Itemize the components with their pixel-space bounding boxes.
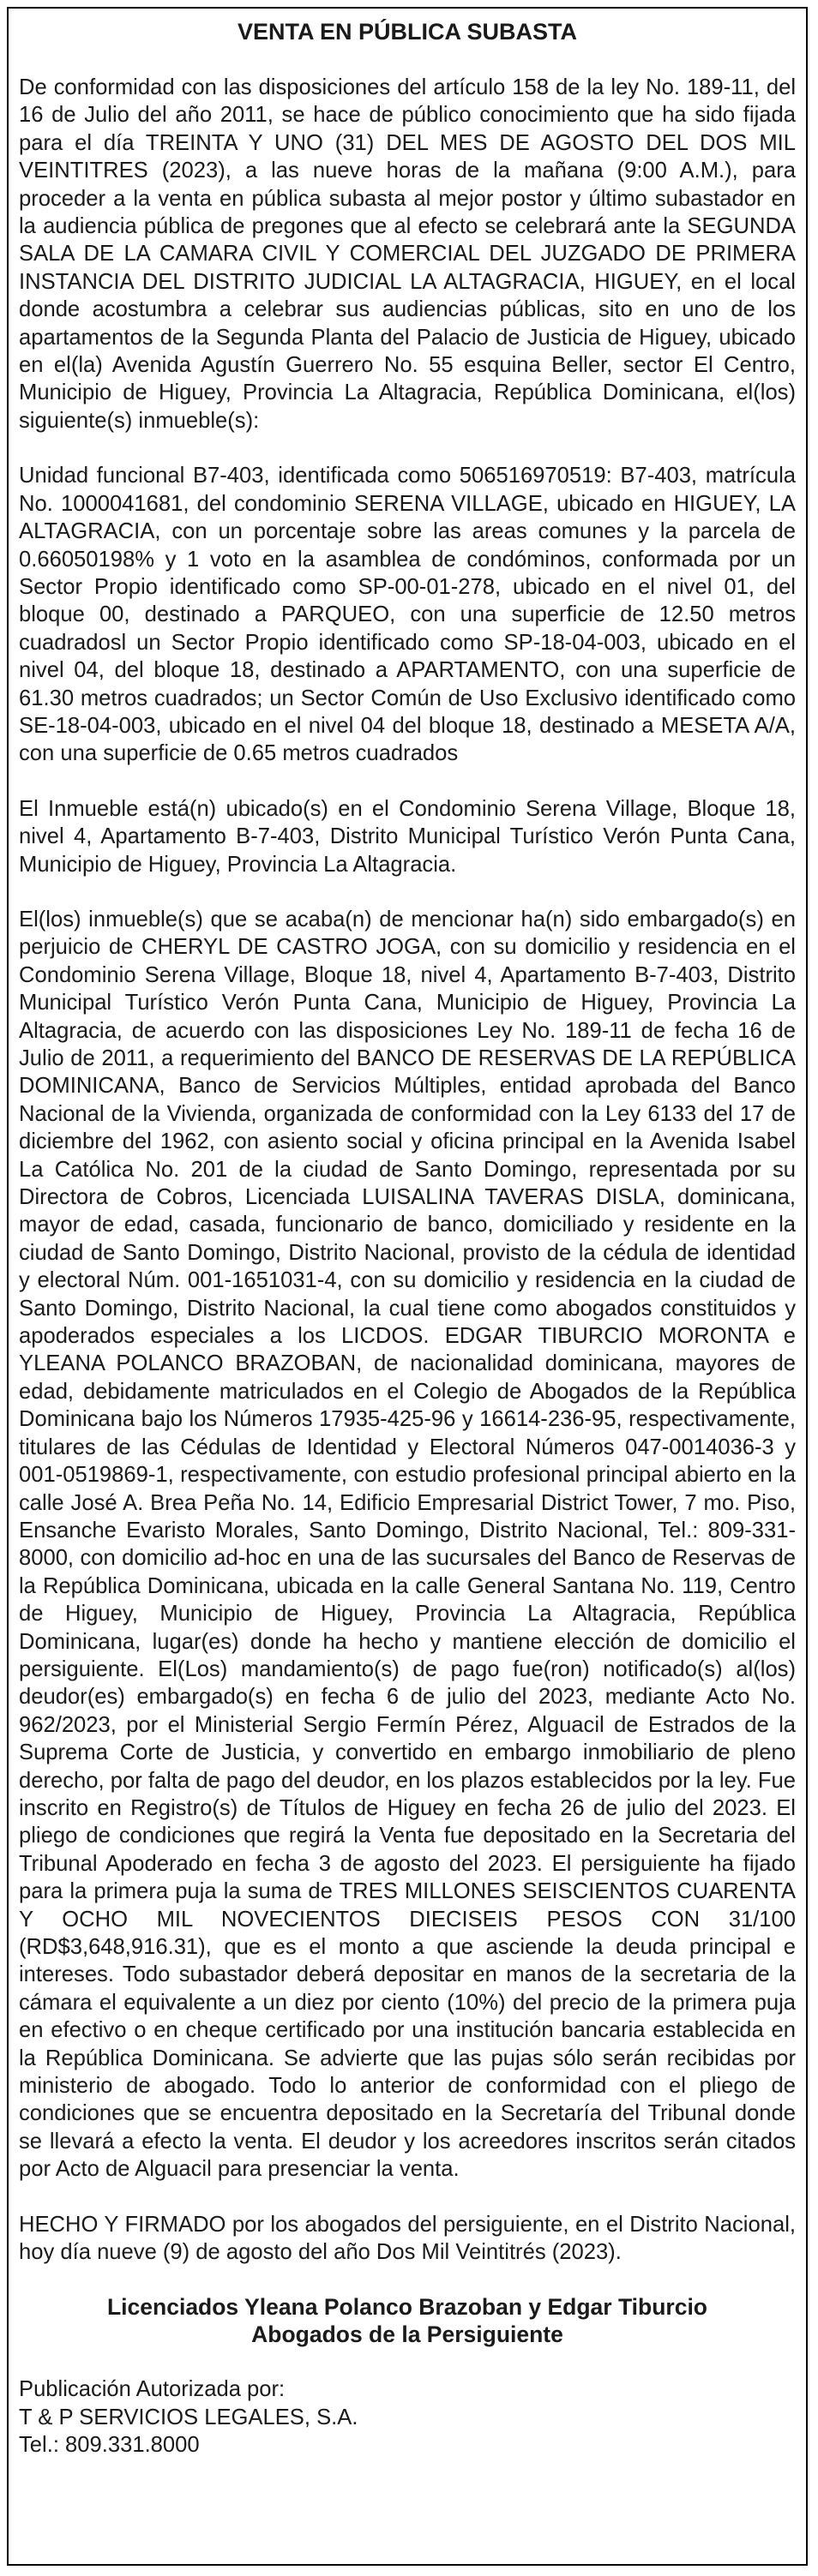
footer-phone: Tel.: 809.331.8000 bbox=[19, 2433, 200, 2458]
paragraph-property-description: Unidad funcional B7-403, identificada como 506516970519: B7-403, matrícula No. 1000041681, del condominio SERENA VILLAGE, ubicado en HIGUEY, LA ALTAGRACIA, con un porcentaje sobre las areas comunes y la parcela de 0.66050198% y 1 voto en la asamblea de condóminos, conformada por un Sector Propio identificado como SP-00-01-278, ubicado en el nivel 01, del bloque 00, destinado a PARQUEO, con una superficie de 12.50 metros cuadradosl un Sector Propio identificado como SP-18-04-003, ubicado en el nivel 04, del bloque 18, destinado a APARTAMENTO, con una superficie de 61.30 metros cuadrados; un Sector Común de Uso Exclusivo identificado como SE-18-04-003, ubicado en el nivel 04 del bloque 18, destinado a MESETA A/A, con una superficie de 0.65 metros cuadrados bbox=[19, 464, 796, 766]
signature-block bbox=[19, 2293, 796, 2348]
paragraph-auction-announcement: De conformidad con las disposiciones del artículo 158 de la ley No. 189-11, del 16 de Julio del año 2011, se hace de público conocimiento que ha sido fijada para el día TREINTA Y UNO (31) DEL MES DE AGOSTO DEL DOS MIL VEINTITRES (2023), a las nueve horas de la mañana (9:00 A.M.), para proceder a la venta en pública subasta al mejor postor y último subastador en la audiencia pública de pregones que al efecto se celebrará ante la SEGUNDA SALA DE LA CAMARA CIVIL Y COMERCIAL DEL JUZGADO DE PRIMERA INSTANCIA DEL DISTRITO JUDICIAL LA ALTAGRACIA, HIGUEY, en el local donde acostumbra a celebrar sus audiencias públicas, sito en uno de los apartamentos de la Segunda Planta del Palacio de Justicia de Higuey, ubicado en el(la) Avenida Agustín Guerrero No. 55 esquina Beller, sector El Centro, Municipio de Higuey, Provincia La Altagracia, República Dominicana, el(los) siguiente(s) inmueble(s): bbox=[19, 75, 796, 433]
paragraph-property-location: El Inmueble está(n) ubicado(s) en el Condominio Serena Village, Bloque 18, nivel 4, Apartamento B-7-403, Distrito Municipal Turístico Verón Punta Cana, Municipio de Higuey, Provincia La Altagracia. bbox=[19, 796, 796, 877]
footer-authorized-by: Publicación Autorizada por: bbox=[19, 2377, 286, 2402]
legal-notice bbox=[19, 17, 796, 2459]
paragraph-seizure-details: El(los) inmueble(s) que se acaba(n) de mencionar ha(n) sido embargado(s) en perjuicio de CHERYL DE CASTRO JOGA, con su domicilio y residencia en el Condominio Serena Village, Bloque 18, nivel 4, Apartamento B-7-403, Distrito Municipal Turístico Verón Punta Cana, Municipio de Higuey, Provincia La Altagracia, de acuerdo con las disposiciones Ley No. 189-11 de fecha 16 de Julio de 2011, a requerimiento del BANCO DE RESERVAS DE LA REPÚBLICA DOMINICANA, Banco de Servicios Múltiples, entidad aprobada del Banco Nacional de la Vivienda, organizada de conformidad con la Ley 6133 del 17 de diciembre del 1962, con asiento social y oficina principal en la Avenida Isabel La Católica No. 201 de la ciudad de Santo Domingo, representada por su Directora de Cobros, Licenciada LUISALINA TAVERAS DISLA, dominicana, mayor de edad, casada, funcionario de banco, domiciliado y residente en la ciudad de Santo Domingo, Distrito Nacional, provisto de la cédula de identidad y electoral Núm. 001-1651031-4, con su domicilio y residencia en la ciudad de Santo Domingo, Distrito Nacional, la cual tiene como abogados constituidos y apoderados especiales a los LICDOS. EDGAR TIBURCIO MORONTA e YLEANA POLANCO BRAZOBAN, de nacionalidad dominicana, mayores de edad, debidamente matriculados en el Colegio de Abogados de la República Dominicana bajo los Números 17935-425-96 y 16614-236-95, respectivamente, titulares de las Cédulas de Identidad y Electoral Números 047-0014036-3 y 001-0519869-1, respectivamente, con estudio profesional principal abierto en la calle José A. Brea Peña No. 14, Edificio Empresarial District Tower, 7 mo. Piso, Ensanche Evaristo Morales, Santo Domingo, Distrito Nacional, Tel.: 809-331-8000, con domicilio ad-hoc en una de las sucursales del Banco de Reservas de la República Dominicana, ubicada en la calle General Santana No. 119, Centro de Higuey, Municipio de Higuey, Provincia La Altagracia, República Dominicana, lugar(es) donde ha hecho y mantiene elección de domicilio el persiguiente. El(Los) mandamiento(s) de pago fue(ron) notificado(s) al(los) deudor(es) embargado(s) en fecha 6 de julio del 2023, mediante Acto No. 962/2023, por el Ministerial Sergio Fermín Pérez, Alguacil de Estrados de la Suprema Corte de Justicia, y convertido en embargo inmobiliario de pleno derecho, por falta de pago del deudor, en los plazos establecidos por la ley. Fue inscrito en Registro(s) de Títulos de Higuey en fecha 26 de julio del 2023. El pliego de condiciones que regirá la Venta fue depositado en la Secretaria del Tribunal Apoderado en fecha 3 de agosto del 2023. El persiguiente ha fijado para la primera puja la suma de TRES MILLONES SEISCIENTOS CUARENTA Y OCHO MIL NOVECIENTOS DIECISEIS PESOS CON 31/100 (RD$3,648,916.31), que es el monto a que asciende la deuda principal e intereses. Todo subastador deberá depositar en manos de la secretaria de la cámara el equivalente a un diez por ciento (10%) del precio de la primera puja en efectivo o en cheque certificado por una institución bancaria establecida en la República Dominicana. Se advierte que las pujas sólo serán recibidas por ministerio de abogado. Todo lo anterior de conformidad con el pliego de condiciones que se encuentra depositado en la Secretaría del Tribunal donde se llevará a efecto la venta. El deudor y los acreedores inscritos serán citados por Acto de Alguacil para presenciar la venta. bbox=[19, 907, 796, 2182]
signature-lawyers: Licenciados Yleana Polanco Brazoban y Edgar Tiburcio bbox=[107, 2294, 707, 2321]
notice-title: VENTA EN PÚBLICA SUBASTA bbox=[237, 19, 577, 45]
publication-footer bbox=[19, 2375, 796, 2459]
footer-company: T & P SERVICIOS LEGALES, S.A. bbox=[19, 2405, 358, 2429]
signature-role: Abogados de la Persiguiente bbox=[251, 2321, 563, 2348]
paragraph-signed-statement: HECHO Y FIRMADO por los abogados del persiguiente, en el Distrito Nacional, hoy día nueve (9) de agosto del año Dos Mil Veintitrés (2023). bbox=[19, 2212, 796, 2265]
